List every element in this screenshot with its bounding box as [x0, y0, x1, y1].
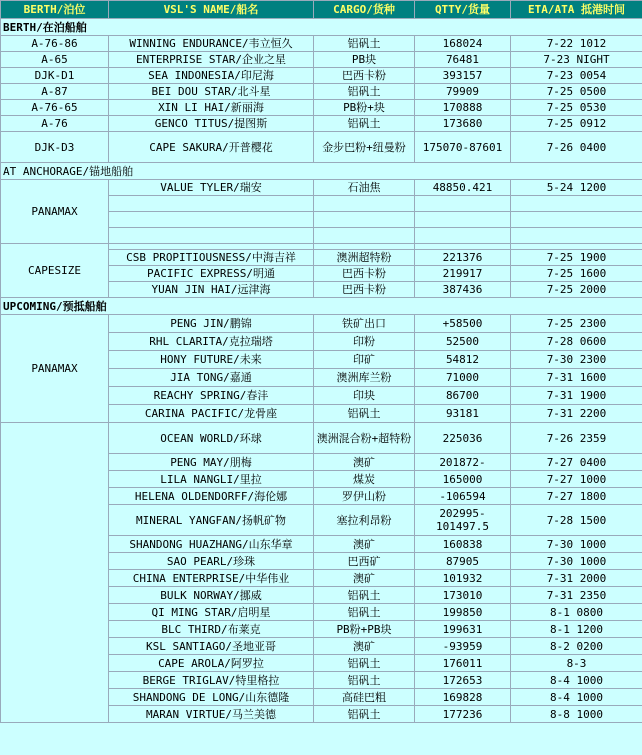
eta: 7-22 1012: [511, 36, 642, 52]
vessel-name: SHANDONG DE LONG/山东德隆: [109, 689, 314, 706]
table-row: [1, 36, 642, 52]
eta: 5-24 1200: [511, 180, 642, 196]
cargo: 铝矾土: [314, 706, 415, 723]
vessel-name: REACHY SPRING/春沣: [109, 387, 314, 405]
eta: 7-30 2300: [511, 351, 642, 369]
quantity: +58500: [415, 315, 511, 333]
section-upcoming: [1, 298, 642, 315]
blank-cell: [415, 228, 511, 244]
blank-cell: [109, 212, 314, 228]
eta: 7-27 0400: [511, 454, 642, 471]
eta: 7-25 1600: [511, 266, 642, 282]
table-row: [1, 315, 642, 333]
quantity: 169828: [415, 689, 511, 706]
berth-code: A-76-65: [1, 100, 109, 116]
vessel-name: BEI DOU STAR/北斗星: [109, 84, 314, 100]
berth-code: A-76: [1, 116, 109, 132]
vessel-name: SHANDONG HUAZHANG/山东华章: [109, 536, 314, 553]
section-title: BERTH/在泊船舶: [1, 19, 642, 36]
eta: 8-8 1000: [511, 706, 642, 723]
quantity: 387436: [415, 282, 511, 298]
category-blank: [1, 423, 109, 723]
cargo: 澳矿: [314, 638, 415, 655]
section-title: UPCOMING/预抵船舶: [1, 298, 642, 315]
header-qty: QTTY/货量: [415, 1, 511, 19]
vessel-name: OCEAN WORLD/环球: [109, 423, 314, 454]
vessel-name: VALUE TYLER/瑞安: [109, 180, 314, 196]
cargo: 高硅巴粗: [314, 689, 415, 706]
cargo: 巴西卡粉: [314, 266, 415, 282]
table-row: [1, 132, 642, 163]
table-row: [1, 68, 642, 84]
cargo: 铝矾土: [314, 84, 415, 100]
cargo: 金步巴粉+纽曼粉: [314, 132, 415, 163]
cargo: 巴西卡粉: [314, 282, 415, 298]
cargo: PB粉+块: [314, 100, 415, 116]
eta: 7-31 1900: [511, 387, 642, 405]
cargo: 塞拉利昂粉: [314, 505, 415, 536]
berth-code: A-65: [1, 52, 109, 68]
vessel-name: PENG MAY/朋梅: [109, 454, 314, 471]
cargo: 罗伊山粉: [314, 488, 415, 505]
blank-cell: [511, 228, 642, 244]
header-vessel: VSL'S NAME/船名: [109, 1, 314, 19]
blank-cell: [511, 196, 642, 212]
cargo: 澳矿: [314, 536, 415, 553]
eta: 7-31 2000: [511, 570, 642, 587]
vessel-name: CARINA PACIFIC/龙骨座: [109, 405, 314, 423]
cargo: 巴西矿: [314, 553, 415, 570]
eta: 7-31 2200: [511, 405, 642, 423]
berth-code: DJK-D3: [1, 132, 109, 163]
cargo: PB块: [314, 52, 415, 68]
cargo: PB粉+PB块: [314, 621, 415, 638]
cargo: 澳矿: [314, 454, 415, 471]
vessel-name: RHL CLARITA/克拉瑞塔: [109, 333, 314, 351]
quantity: -93959: [415, 638, 511, 655]
cargo: 澳矿: [314, 570, 415, 587]
quantity: 54812: [415, 351, 511, 369]
vessel-name: PACIFIC EXPRESS/明通: [109, 266, 314, 282]
eta: 7-26 0400: [511, 132, 642, 163]
vessel-name: QI MING STAR/启明星: [109, 604, 314, 621]
blank-cell: [415, 196, 511, 212]
blank-cell: [314, 196, 415, 212]
vessel-name: SAO PEARL/珍珠: [109, 553, 314, 570]
quantity: 48850.421: [415, 180, 511, 196]
eta: 7-30 1000: [511, 553, 642, 570]
eta: 7-28 0600: [511, 333, 642, 351]
header-eta: ETA/ATA 抵港时间: [511, 1, 642, 19]
quantity: 168024: [415, 36, 511, 52]
cargo: 铝矾土: [314, 36, 415, 52]
vessel-name: PENG JIN/鹏锦: [109, 315, 314, 333]
quantity: 93181: [415, 405, 511, 423]
vessel-name: BLC THIRD/布莱克: [109, 621, 314, 638]
header-row: [1, 1, 642, 19]
blank-cell: [314, 228, 415, 244]
vessel-name: WINNING ENDURANCE/韦立恒久: [109, 36, 314, 52]
category-panamax: PANAMAX: [1, 180, 109, 244]
cargo: 印矿: [314, 351, 415, 369]
quantity: 221376: [415, 250, 511, 266]
cargo: 铝矾土: [314, 116, 415, 132]
section-anchorage: [1, 163, 642, 180]
cargo: 印块: [314, 387, 415, 405]
quantity: 175070-87601: [415, 132, 511, 163]
vessel-name: CSB PROPITIOUSNESS/中海吉祥: [109, 250, 314, 266]
cargo: 澳洲超特粉: [314, 250, 415, 266]
vessel-name: BERGE TRIGLAV/特里格拉: [109, 672, 314, 689]
eta: 7-25 0912: [511, 116, 642, 132]
eta: 7-25 2300: [511, 315, 642, 333]
quantity: 87905: [415, 553, 511, 570]
vessel-name: CAPE AROLA/阿罗拉: [109, 655, 314, 672]
eta: 7-31 2350: [511, 587, 642, 604]
quantity: 199850: [415, 604, 511, 621]
category-capesize: CAPESIZE: [1, 244, 109, 298]
quantity: 170888: [415, 100, 511, 116]
cargo: 煤炭: [314, 471, 415, 488]
category-panamax: PANAMAX: [1, 315, 109, 423]
berth-code: A-76-86: [1, 36, 109, 52]
quantity: 201872-: [415, 454, 511, 471]
cargo: 铝矾土: [314, 655, 415, 672]
eta: 7-26 2359: [511, 423, 642, 454]
vessel-name: ENTERPRISE STAR/企业之星: [109, 52, 314, 68]
table-row: [1, 84, 642, 100]
eta: 7-25 0500: [511, 84, 642, 100]
quantity: 86700: [415, 387, 511, 405]
table-row: [1, 180, 642, 196]
section-title: AT ANCHORAGE/锚地船舶: [1, 163, 642, 180]
berth-code: DJK-D1: [1, 68, 109, 84]
quantity: 52500: [415, 333, 511, 351]
vessel-name: LILA NANGLI/里拉: [109, 471, 314, 488]
eta: 7-28 1500: [511, 505, 642, 536]
eta: 8-2 0200: [511, 638, 642, 655]
quantity: 101932: [415, 570, 511, 587]
eta: 7-25 2000: [511, 282, 642, 298]
table-row: [1, 52, 642, 68]
header-cargo: CARGO/货种: [314, 1, 415, 19]
vessel-name: YUAN JIN HAI/远津海: [109, 282, 314, 298]
vessel-name: CAPE SAKURA/开普樱花: [109, 132, 314, 163]
quantity: 177236: [415, 706, 511, 723]
eta: 7-30 1000: [511, 536, 642, 553]
eta: 7-25 0530: [511, 100, 642, 116]
quantity: 199631: [415, 621, 511, 638]
cargo: 铝矾土: [314, 604, 415, 621]
vessel-name: KSL SANTIAGO/圣地亚哥: [109, 638, 314, 655]
header-berth: BERTH/泊位: [1, 1, 109, 19]
quantity: 172653: [415, 672, 511, 689]
quantity: 393157: [415, 68, 511, 84]
quantity: 165000: [415, 471, 511, 488]
vessel-name: BULK NORWAY/挪威: [109, 587, 314, 604]
vessel-name: CHINA ENTERPRISE/中华伟业: [109, 570, 314, 587]
vessel-name: XIN LI HAI/新丽海: [109, 100, 314, 116]
quantity: 219917: [415, 266, 511, 282]
eta: 8-1 0800: [511, 604, 642, 621]
vessel-name: GENCO TITUS/提图斯: [109, 116, 314, 132]
vessel-name: SEA INDONESIA/印尼海: [109, 68, 314, 84]
vessel-name: HELENA OLDENDORFF/海伦娜: [109, 488, 314, 505]
quantity: 160838: [415, 536, 511, 553]
eta: 7-25 1900: [511, 250, 642, 266]
cargo: 铝矾土: [314, 405, 415, 423]
quantity: 225036: [415, 423, 511, 454]
vessel-name: HONY FUTURE/未来: [109, 351, 314, 369]
quantity: 173680: [415, 116, 511, 132]
quantity: 76481: [415, 52, 511, 68]
quantity: 173010: [415, 587, 511, 604]
vessel-name: JIA TONG/嘉通: [109, 369, 314, 387]
cargo: 印粉: [314, 333, 415, 351]
blank-cell: [314, 212, 415, 228]
table-body: [1, 1, 642, 723]
quantity: -106594: [415, 488, 511, 505]
eta: 7-27 1000: [511, 471, 642, 488]
eta: 7-31 1600: [511, 369, 642, 387]
eta: 7-23 0054: [511, 68, 642, 84]
table-row: [1, 116, 642, 132]
vessel-name: MINERAL YANGFAN/扬帆矿物: [109, 505, 314, 536]
table-row: [1, 423, 642, 454]
blank-cell: [109, 196, 314, 212]
cargo: 铁矿出口: [314, 315, 415, 333]
cargo: 铝矾土: [314, 587, 415, 604]
quantity: 79909: [415, 84, 511, 100]
table-row: [1, 100, 642, 116]
eta: 8-3: [511, 655, 642, 672]
blank-cell: [511, 212, 642, 228]
quantity: 71000: [415, 369, 511, 387]
cargo: 巴西卡粉: [314, 68, 415, 84]
berth-code: A-87: [1, 84, 109, 100]
blank-cell: [415, 212, 511, 228]
cargo: 澳洲混合粉+超特粉: [314, 423, 415, 454]
eta: 7-23 NIGHT: [511, 52, 642, 68]
blank-cell: [109, 228, 314, 244]
eta: 7-27 1800: [511, 488, 642, 505]
cargo: 澳洲库兰粉: [314, 369, 415, 387]
eta: 8-4 1000: [511, 672, 642, 689]
vessel-name: MARAN VIRTUE/马兰美德: [109, 706, 314, 723]
quantity: 176011: [415, 655, 511, 672]
quantity: 202995-101497.5: [415, 505, 511, 536]
eta: 8-1 1200: [511, 621, 642, 638]
cargo: 铝矾土: [314, 672, 415, 689]
eta: 8-4 1000: [511, 689, 642, 706]
section-berth: [1, 19, 642, 36]
cargo: 石油焦: [314, 180, 415, 196]
